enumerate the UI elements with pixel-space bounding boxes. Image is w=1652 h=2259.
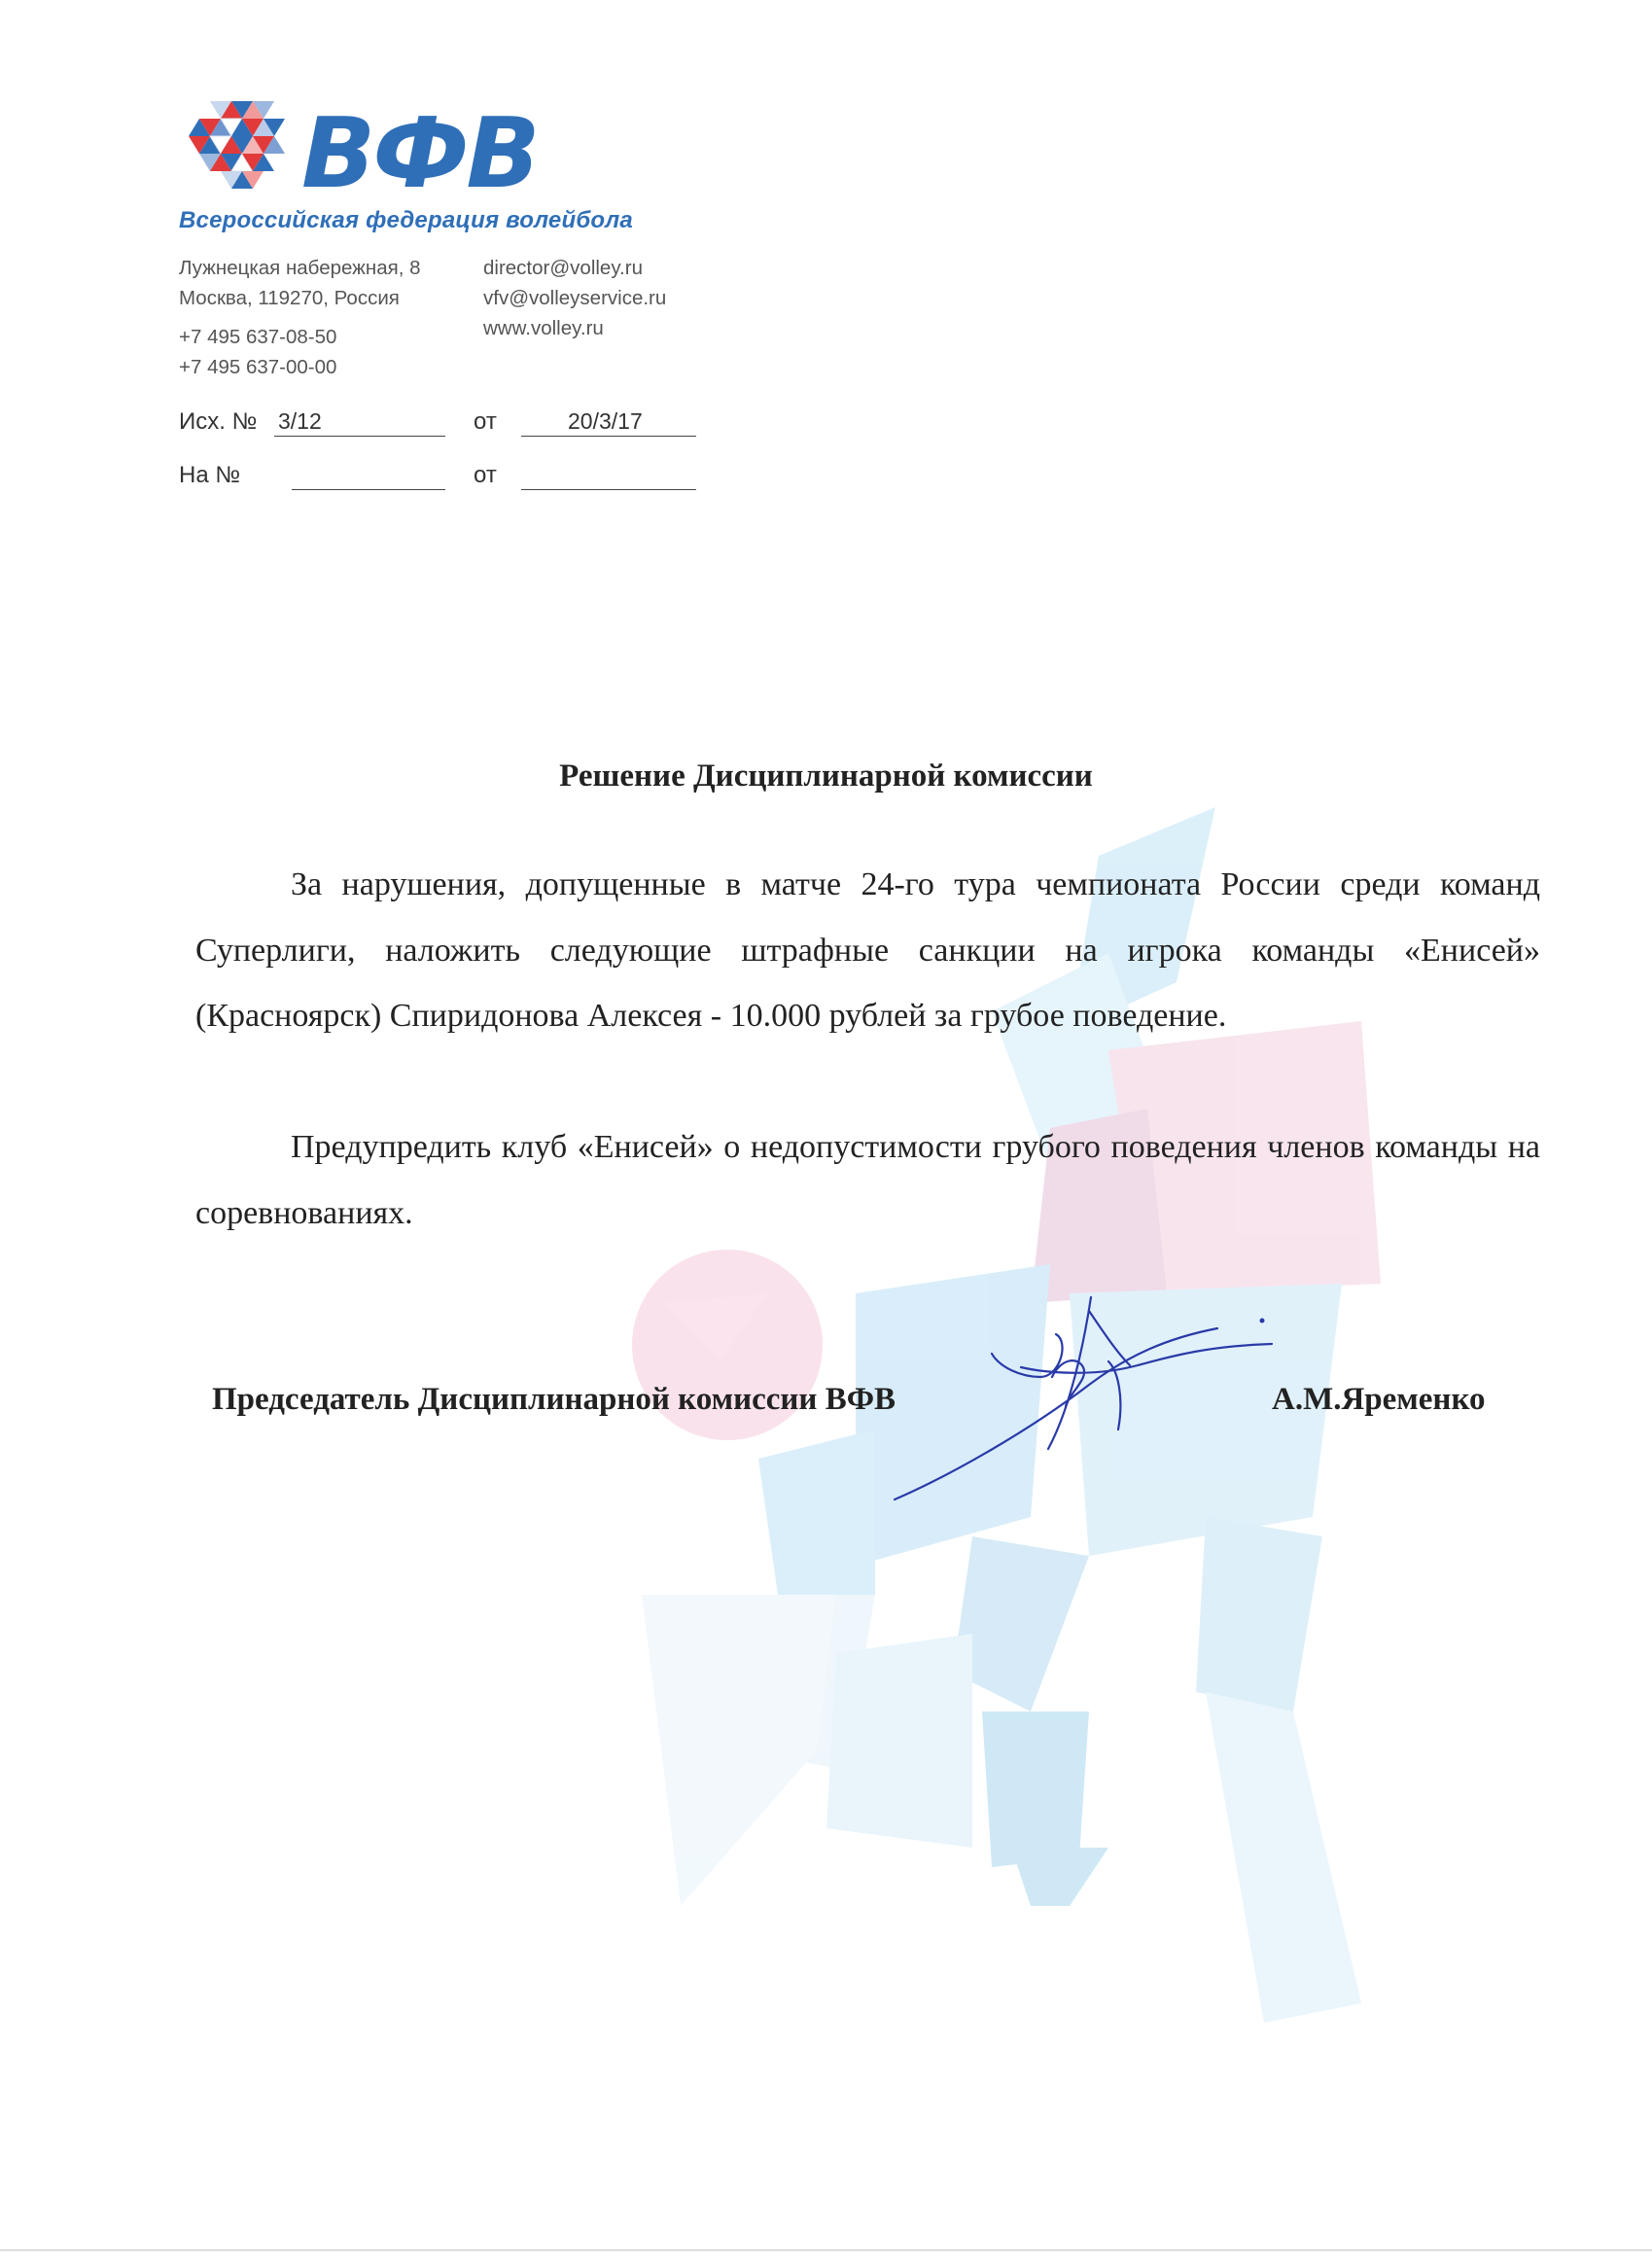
- phone1: +7 495 637-08-50: [179, 326, 337, 348]
- address-line1: Лужнецкая набережная, 8: [179, 257, 421, 279]
- website: www.volley.ru: [483, 317, 604, 339]
- warning-paragraph: Предупредить клуб «Енисей» о недопустимости грубого поведения членов команды на соревнованиях.: [195, 1129, 1540, 1231]
- address-block: [179, 253, 421, 382]
- out-number-value: 3/12: [278, 408, 322, 434]
- signatory-position: Председатель Дисциплинарной комиссии ВФВ: [212, 1382, 896, 1417]
- address-line2: Москва, 119270, Россия: [179, 287, 400, 309]
- vfv-logo: [181, 82, 618, 203]
- document-title: Решение Дисциплинарной комиссии: [559, 759, 1093, 794]
- triangle-mosaic-icon: [189, 101, 285, 189]
- in-date-label: от: [474, 462, 497, 488]
- logo-wordmark: ВФВ: [301, 96, 538, 203]
- signatory-name: А.М.Яременко: [1272, 1382, 1486, 1417]
- page-bottom-edge: [0, 2249, 1652, 2251]
- org-name: Всероссийская федерация волейбола: [179, 207, 633, 233]
- phone2: +7 495 637-00-00: [179, 356, 337, 378]
- contacts-block: [483, 253, 666, 343]
- handwritten-signature: [875, 1284, 1303, 1517]
- in-number-label: На №: [179, 462, 241, 488]
- decision-paragraph: За нарушения, допущенные в матче 24-го тура чемпионата России среди команд Суперлиги, наложить следующие штрафные санкции на игрока команды «Енисей» (Красноярск) Спиридонова Алексея - 10.000 рублей за грубое поведение.: [195, 866, 1540, 1034]
- email1: director@volley.ru: [483, 257, 643, 279]
- out-number-label: Исх. №: [179, 408, 258, 435]
- email2: vfv@volleyservice.ru: [483, 287, 667, 309]
- out-date-label: от: [474, 408, 497, 435]
- out-date-value: 20/3/17: [568, 408, 643, 434]
- in-date-line: [521, 464, 696, 490]
- in-number-line: [292, 464, 445, 490]
